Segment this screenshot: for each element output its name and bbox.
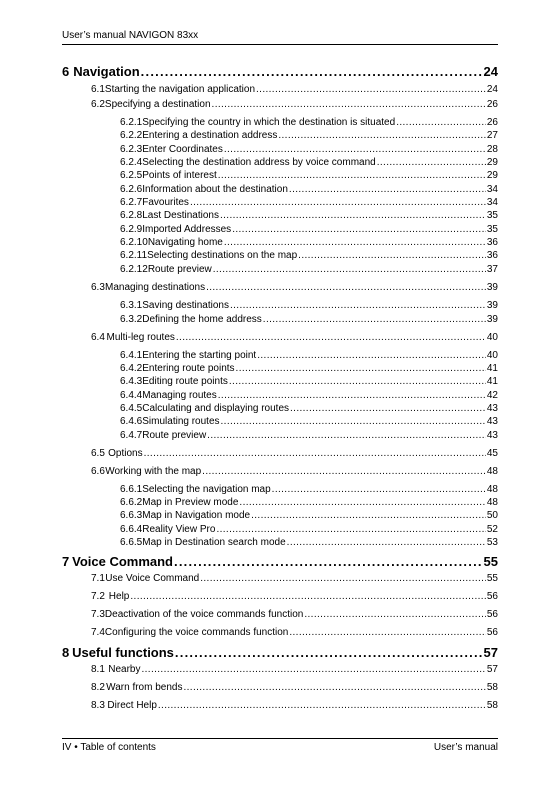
toc-dot-leader <box>278 130 486 141</box>
toc-entry[interactable] <box>91 682 498 693</box>
toc-entry-title: Selecting destinations on the map <box>147 250 298 261</box>
toc-entry-title: Route preview <box>147 264 212 275</box>
toc-entry[interactable] <box>120 484 498 495</box>
toc-entry-page: 55 <box>486 573 498 584</box>
toc-dot-leader <box>175 645 483 660</box>
toc-entry-page: 43 <box>486 430 498 441</box>
toc-dot-leader <box>256 84 486 95</box>
toc-entry[interactable] <box>120 314 498 325</box>
toc-entry[interactable] <box>91 609 498 620</box>
toc-entry-number: 6.2.5 <box>120 170 143 181</box>
toc-entry-page: 58 <box>486 682 498 693</box>
toc-entry-page: 29 <box>486 157 498 168</box>
toc-entry-title: Last Destinations <box>142 210 219 221</box>
toc-dot-leader <box>287 537 486 548</box>
toc-dot-leader <box>174 554 483 569</box>
toc-entry-number: 6.2.3 <box>120 144 143 155</box>
running-header: User’s manual NAVIGON 83xx <box>62 30 199 41</box>
toc-entry-title: Favourites <box>142 197 189 208</box>
toc-entry-page: 34 <box>486 184 498 195</box>
toc-entry-title: Warn from bends <box>106 682 183 693</box>
toc-entry-number: 6.3.2 <box>120 314 143 325</box>
toc-entry-page: 40 <box>486 332 498 343</box>
toc-entry-title: Imported Addresses <box>142 224 232 235</box>
toc-dot-leader <box>202 466 486 477</box>
toc-entry-title: Map in Preview mode <box>142 497 239 508</box>
toc-entry[interactable] <box>91 84 498 95</box>
toc-entry-title: Editing route points <box>142 376 228 387</box>
toc-entry[interactable] <box>62 64 498 79</box>
toc-entry-number: 6.4.7 <box>120 430 143 441</box>
toc-entry-title: Entering a destination address <box>142 130 278 141</box>
toc-dot-leader <box>298 250 486 261</box>
toc-dot-leader <box>183 682 485 693</box>
toc-dot-leader <box>190 197 486 208</box>
toc-entry-page: 43 <box>486 403 498 414</box>
toc-dot-leader <box>230 300 486 311</box>
toc-dot-leader <box>257 350 486 361</box>
toc-entry-page: 35 <box>486 210 498 221</box>
toc-entry-title: Enter Coordinates <box>142 144 223 155</box>
toc-entry-title: Selecting the destination address by voice command <box>142 157 376 168</box>
toc-entry-title: Voice Command <box>72 554 173 569</box>
toc-entry[interactable] <box>120 416 498 427</box>
toc-entry[interactable] <box>91 664 498 675</box>
toc-entry[interactable] <box>91 573 498 584</box>
toc-dot-leader <box>224 237 486 248</box>
toc-entry-page: 57 <box>483 645 498 660</box>
toc-entry-page: 40 <box>486 350 498 361</box>
toc-entry[interactable] <box>91 700 498 711</box>
toc-entry-title: Entering the starting point <box>142 350 257 361</box>
toc-entry-title: Direct Help <box>107 700 157 711</box>
toc-entry-number: 7.1 <box>91 573 105 584</box>
toc-entry[interactable] <box>91 466 498 477</box>
toc-entry[interactable] <box>120 264 498 275</box>
toc-entry-title: Nearby <box>108 664 141 675</box>
toc-dot-leader <box>218 390 486 401</box>
toc-entry-number: 8.3 <box>91 700 105 711</box>
toc-entry-title: Information about the destination <box>142 184 288 195</box>
toc-entry-number: 6.4.4 <box>120 390 143 401</box>
toc-entry-page: 48 <box>486 497 498 508</box>
toc-entry[interactable] <box>120 403 498 414</box>
toc-entry-title: Navigation <box>73 64 140 79</box>
toc-dot-leader <box>377 157 486 168</box>
toc-entry-number: 6.4 <box>91 332 105 343</box>
toc-entry[interactable] <box>120 510 498 521</box>
toc-dot-leader <box>272 484 486 495</box>
footer-document-label: User’s manual <box>433 742 498 753</box>
toc-entry-number: 6.3 <box>91 282 105 293</box>
toc-dot-leader <box>144 448 486 459</box>
toc-entry[interactable] <box>120 497 498 508</box>
toc-entry[interactable] <box>91 99 498 110</box>
toc-dot-leader <box>263 314 486 325</box>
toc-dot-leader <box>206 282 486 293</box>
toc-entry-number: 6.6.5 <box>120 537 143 548</box>
toc-entry[interactable] <box>91 448 498 459</box>
toc-entry-page: 43 <box>486 416 498 427</box>
toc-dot-leader <box>229 376 486 387</box>
toc-entry-number: 6.2.2 <box>120 130 143 141</box>
toc-dot-leader <box>396 117 486 128</box>
toc-entry-page: 39 <box>486 314 498 325</box>
toc-entry-page: 57 <box>486 664 498 675</box>
toc-entry-title: Multi-leg routes <box>106 332 175 343</box>
toc-dot-leader <box>130 591 486 602</box>
toc-entry-number: 6.3.1 <box>120 300 143 311</box>
toc-entry-page: 53 <box>486 537 498 548</box>
toc-entry-page: 27 <box>486 130 498 141</box>
toc-entry-number: 6.2.6 <box>120 184 143 195</box>
footer-section-label: IV • Table of contents <box>62 742 156 753</box>
toc-entry-title: Calculating and displaying routes <box>142 403 290 414</box>
toc-dot-leader <box>176 332 486 343</box>
toc-entry-number: 8.1 <box>91 664 105 675</box>
toc-entry-page: 45 <box>486 448 498 459</box>
toc-entry[interactable] <box>120 524 498 535</box>
toc-entry-page: 50 <box>486 510 498 521</box>
toc-entry-page: 56 <box>486 627 498 638</box>
toc-entry-title: Configuring the voice commands function <box>104 627 289 638</box>
toc-entry-number: 6.2 <box>91 99 105 110</box>
toc-entry[interactable] <box>120 376 498 387</box>
toc-entry-number: 6.6.4 <box>120 524 143 535</box>
toc-entry-title: Route preview <box>142 430 207 441</box>
toc-entry-title: Navigating home <box>147 237 223 248</box>
toc-entry[interactable] <box>120 390 498 401</box>
toc-dot-leader <box>289 627 486 638</box>
toc-entry-page: 24 <box>486 84 498 95</box>
toc-dot-leader <box>218 170 486 181</box>
toc-entry[interactable] <box>120 350 498 361</box>
toc-entry-page: 36 <box>486 250 498 261</box>
toc-entry[interactable] <box>120 363 498 374</box>
toc-entry-number: 6.4.1 <box>120 350 143 361</box>
toc-entry-number: 6.2.4 <box>120 157 143 168</box>
toc-dot-leader <box>224 144 486 155</box>
toc-dot-leader <box>216 524 485 535</box>
toc-entry[interactable] <box>120 210 498 221</box>
toc-entry-title: Options <box>108 448 143 459</box>
toc-dot-leader <box>221 416 486 427</box>
toc-entry-page: 58 <box>486 700 498 711</box>
toc-entry-page: 35 <box>486 224 498 235</box>
toc-dot-leader <box>220 210 486 221</box>
toc-entry-title: Managing destinations <box>105 282 206 293</box>
toc-entry-title: Starting the navigation application <box>104 84 256 95</box>
toc-entry[interactable] <box>91 627 498 638</box>
toc-dot-leader <box>141 64 483 79</box>
toc-entry-title: Working with the map <box>105 466 202 477</box>
toc-entry-page: 26 <box>486 117 498 128</box>
toc-entry-page: 34 <box>486 197 498 208</box>
toc-entry-page: 55 <box>483 554 498 569</box>
toc-entry-number: 6.2.1 <box>120 117 143 128</box>
toc-dot-leader <box>141 664 485 675</box>
toc-entry-title: Useful functions <box>72 645 174 660</box>
toc-entry-title: Map in Destination search mode <box>142 537 286 548</box>
toc-dot-leader <box>212 99 486 110</box>
toc-entry-page: 29 <box>486 170 498 181</box>
toc-entry-page: 41 <box>486 363 498 374</box>
toc-dot-leader <box>251 510 486 521</box>
toc-entry-number: 6.1 <box>91 84 105 95</box>
toc-entry-number: 7 <box>62 554 70 569</box>
toc-entry-title: Points of interest <box>142 170 217 181</box>
toc-dot-leader <box>304 609 486 620</box>
toc-entry-page: 42 <box>486 390 498 401</box>
toc-entry-number: 7.4 <box>91 627 105 638</box>
toc-entry-title: Reality View Pro <box>142 524 216 535</box>
toc-entry-number: 6.2.11 <box>120 250 148 261</box>
toc-entry-page: 39 <box>486 300 498 311</box>
toc-entry-title: Use Voice Command <box>105 573 200 584</box>
toc-entry-title: Saving destinations <box>142 300 229 311</box>
toc-entry-number: 6.2.8 <box>120 210 143 221</box>
toc-entry-page: 24 <box>483 64 498 79</box>
toc-entry-number: 8.2 <box>91 682 105 693</box>
toc-entry-number: 6.2.10 <box>120 237 148 248</box>
toc-entry[interactable] <box>120 197 498 208</box>
toc-dot-leader <box>158 700 486 711</box>
toc-entry-number: 7.3 <box>91 609 105 620</box>
table-of-contents <box>62 0 498 785</box>
toc-entry-number: 6.4.3 <box>120 376 143 387</box>
toc-entry[interactable] <box>120 300 498 311</box>
toc-entry-title: Simulating routes <box>142 416 220 427</box>
toc-entry-page: 28 <box>486 144 498 155</box>
toc-entry-page: 56 <box>486 591 498 602</box>
toc-entry-page: 48 <box>486 484 498 495</box>
toc-entry-number: 6.6 <box>91 466 105 477</box>
toc-entry-title: Help <box>108 591 130 602</box>
toc-entry-number: 6.2.7 <box>120 197 143 208</box>
toc-entry[interactable] <box>120 537 498 548</box>
toc-dot-leader <box>200 573 486 584</box>
toc-entry-number: 6.4.5 <box>120 403 143 414</box>
toc-entry-page: 41 <box>486 376 498 387</box>
toc-dot-leader <box>239 497 485 508</box>
footer-rule <box>62 738 498 739</box>
toc-dot-leader <box>289 184 486 195</box>
toc-entry[interactable] <box>91 332 498 343</box>
toc-entry[interactable] <box>120 170 498 181</box>
toc-entry-number: 6.5 <box>91 448 105 459</box>
toc-entry-number: 6.2.12 <box>120 264 148 275</box>
toc-entry-number: 6.6.2 <box>120 497 143 508</box>
toc-dot-leader <box>232 224 486 235</box>
toc-entry-page: 26 <box>486 99 498 110</box>
toc-entry-page: 52 <box>486 524 498 535</box>
toc-entry-title: Map in Navigation mode <box>142 510 251 521</box>
toc-entry-title: Selecting the navigation map <box>142 484 271 495</box>
toc-entry[interactable] <box>62 554 498 569</box>
toc-entry-number: 6.6.1 <box>120 484 143 495</box>
toc-entry[interactable] <box>120 157 498 168</box>
toc-entry-page: 37 <box>486 264 498 275</box>
toc-entry-number: 7.2 <box>91 591 105 602</box>
toc-entry-number: 6.4.6 <box>120 416 143 427</box>
toc-entry[interactable] <box>120 130 498 141</box>
toc-dot-leader <box>290 403 486 414</box>
toc-entry-title: Defining the home address <box>142 314 262 325</box>
toc-entry[interactable] <box>120 224 498 235</box>
toc-entry-page: 39 <box>486 282 498 293</box>
toc-entry[interactable] <box>91 282 498 293</box>
toc-entry-title: Specifying a destination <box>104 99 211 110</box>
toc-entry[interactable] <box>62 645 498 660</box>
toc-entry-number: 6.6.3 <box>120 510 143 521</box>
toc-dot-leader <box>236 363 486 374</box>
toc-entry[interactable] <box>120 250 498 261</box>
toc-entry-page: 48 <box>486 466 498 477</box>
toc-entry-title: Entering route points <box>142 363 235 374</box>
toc-entry[interactable] <box>120 184 498 195</box>
toc-entry[interactable] <box>91 591 498 602</box>
toc-entry-title: Specifying the country in which the destination is situated <box>142 117 396 128</box>
toc-entry-number: 6.4.2 <box>120 363 143 374</box>
toc-entry-number: 6 <box>62 64 70 79</box>
toc-entry[interactable] <box>120 237 498 248</box>
toc-dot-leader <box>213 264 486 275</box>
toc-entry[interactable] <box>120 144 498 155</box>
toc-entry-title: Deactivation of the voice commands function <box>104 609 304 620</box>
toc-dot-leader <box>207 430 486 441</box>
toc-entry-page: 36 <box>486 237 498 248</box>
toc-entry-number: 6.2.9 <box>120 224 143 235</box>
toc-entry[interactable] <box>120 430 498 441</box>
toc-entry[interactable] <box>120 117 498 128</box>
toc-entry-title: Managing routes <box>142 390 217 401</box>
toc-entry-number: 8 <box>62 645 70 660</box>
toc-entry-page: 56 <box>486 609 498 620</box>
